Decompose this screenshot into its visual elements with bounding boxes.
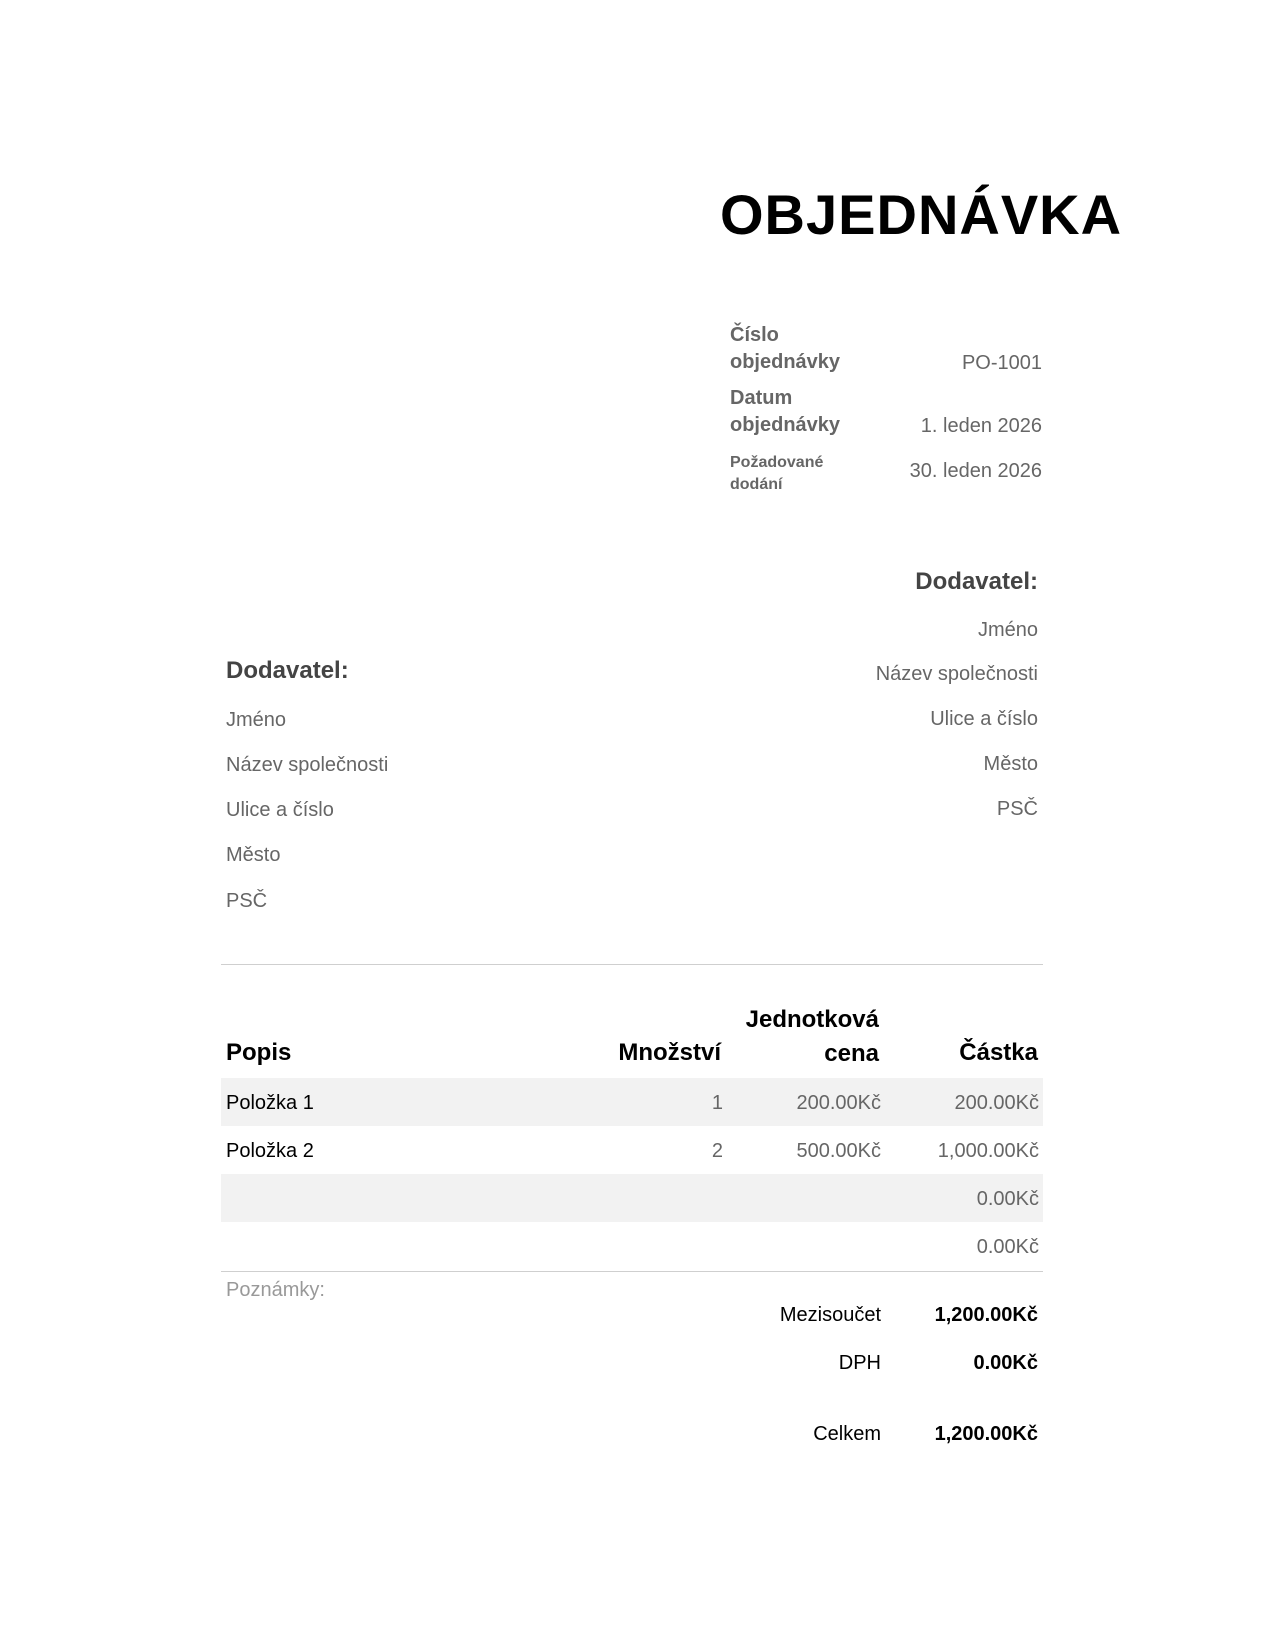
order-date-value: 1. leden 2026	[920, 415, 1042, 437]
table-row	[221, 1222, 1043, 1270]
subtotal-value: 1,200.00Kč	[934, 1304, 1038, 1326]
row-description: Položka 2	[226, 1140, 314, 1162]
column-header-quantity: Množství	[618, 1039, 721, 1066]
table-bottom-divider	[221, 1271, 1043, 1272]
column-header-unit-price: Jednotková cena	[745, 1006, 879, 1067]
tax-label: DPH	[838, 1352, 881, 1374]
meta-requested-delivery	[730, 452, 1042, 502]
order-number-value: PO-1001	[961, 352, 1042, 374]
order-number-label: Číslo objednávky	[730, 324, 841, 373]
subtotal-label: Mezisoučet	[779, 1304, 881, 1326]
tax-value: 0.00Kč	[973, 1352, 1038, 1374]
supplier-left-city: Město	[226, 844, 281, 866]
row-amount: 0.00Kč	[976, 1188, 1039, 1210]
supplier-right-name: Jméno	[977, 619, 1038, 641]
section-divider	[221, 964, 1043, 965]
order-date-label: Datum objednávky	[730, 387, 841, 436]
supplier-right-street: Ulice a číslo	[930, 708, 1038, 730]
table-row	[221, 1078, 1043, 1126]
row-amount: 200.00Kč	[954, 1092, 1039, 1114]
column-header-description: Popis	[226, 1039, 292, 1066]
column-header-amount: Částka	[959, 1039, 1038, 1066]
row-amount: 0.00Kč	[976, 1236, 1039, 1258]
row-amount: 1,000.00Kč	[937, 1140, 1039, 1162]
supplier-left-heading: Dodavatel:	[226, 657, 349, 684]
supplier-right-city: Město	[983, 753, 1038, 775]
requested-delivery-value: 30. leden 2026	[909, 460, 1042, 482]
total-value: 1,200.00Kč	[934, 1423, 1038, 1445]
row-unit-price: 200.00Kč	[796, 1092, 881, 1114]
meta-order-number	[730, 322, 1042, 378]
notes-label: Poznámky:	[226, 1279, 325, 1301]
document-title: OBJEDNÁVKA	[720, 183, 1123, 246]
supplier-left-zip: PSČ	[226, 890, 268, 912]
supplier-left-name: Jméno	[226, 709, 287, 731]
supplier-right-zip: PSČ	[996, 798, 1038, 820]
requested-delivery-label: Požadované dodání	[730, 454, 824, 493]
meta-order-date	[730, 385, 1042, 441]
table-row	[221, 1174, 1043, 1222]
row-quantity: 2	[711, 1140, 723, 1162]
supplier-left-company: Název společnosti	[226, 754, 389, 776]
supplier-right-company: Název společnosti	[875, 663, 1038, 685]
row-description: Položka 1	[226, 1092, 314, 1114]
supplier-right-heading: Dodavatel:	[915, 568, 1038, 595]
table-row	[221, 1126, 1043, 1174]
supplier-left-street: Ulice a číslo	[226, 799, 334, 821]
row-unit-price: 500.00Kč	[796, 1140, 881, 1162]
total-label: Celkem	[813, 1423, 881, 1445]
row-quantity: 1	[711, 1092, 723, 1114]
